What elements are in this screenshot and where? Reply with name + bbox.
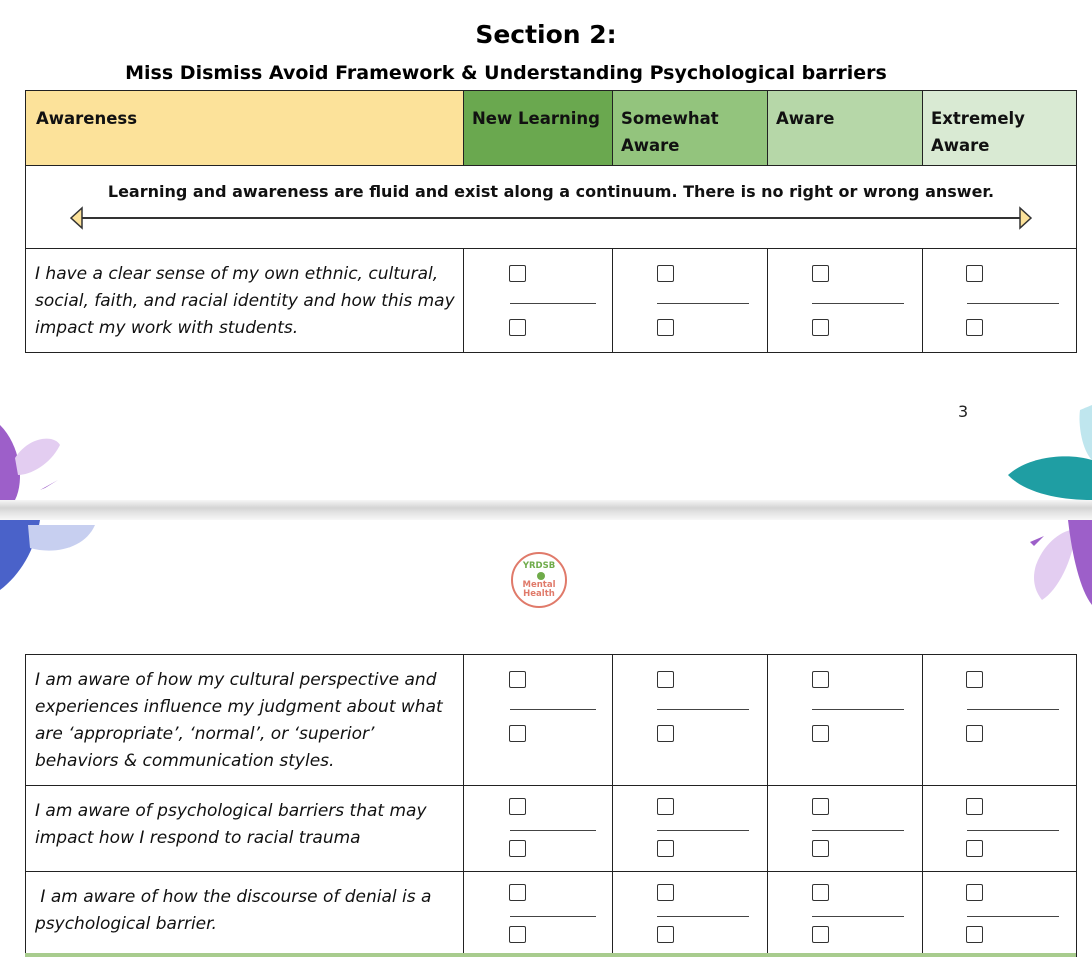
checkbox[interactable] [657, 265, 674, 282]
divider [967, 303, 1059, 304]
checkbox[interactable] [966, 926, 983, 943]
decorative-petal-icon [0, 420, 95, 500]
page-number: 3 [958, 402, 969, 421]
checkbox[interactable] [657, 671, 674, 688]
checkbox[interactable] [812, 725, 829, 742]
checkbox[interactable] [812, 671, 829, 688]
divider [967, 916, 1059, 917]
checkbox[interactable] [657, 840, 674, 857]
rating-cell-new-learning [464, 872, 613, 957]
rating-cell-extremely-aware [923, 249, 1077, 353]
rating-cell-extremely-aware [923, 872, 1077, 957]
divider [657, 916, 749, 917]
page-separator [0, 500, 1092, 520]
level-somewhat-aware: Somewhat Aware [613, 91, 768, 166]
level-aware: Aware [768, 91, 923, 166]
rating-cell-somewhat-aware [613, 655, 768, 786]
checkbox[interactable] [657, 798, 674, 815]
divider [510, 830, 596, 831]
continuum-text: Learning and awareness are fluid and exist along a continuum. There is no right or wrong answer. [107, 182, 995, 201]
checkbox[interactable] [657, 884, 674, 901]
checkbox[interactable] [509, 840, 526, 857]
checkbox[interactable] [966, 798, 983, 815]
logo-leaf-icon [537, 572, 545, 580]
divider [657, 830, 749, 831]
divider [657, 709, 749, 710]
rating-cell-somewhat-aware [613, 249, 768, 353]
checkbox[interactable] [509, 884, 526, 901]
divider [510, 303, 596, 304]
continuum-row [26, 166, 1077, 249]
statement-row [26, 249, 1077, 353]
divider [657, 303, 749, 304]
rating-cell-somewhat-aware [613, 872, 768, 957]
checkbox[interactable] [966, 840, 983, 857]
divider [967, 709, 1059, 710]
rating-cell-new-learning [464, 249, 613, 353]
checkbox[interactable] [812, 798, 829, 815]
divider [812, 709, 904, 710]
checkbox[interactable] [812, 319, 829, 336]
rating-cell-somewhat-aware [613, 786, 768, 872]
level-new-learning: New Learning [464, 91, 613, 166]
decorative-petal-icon [1028, 520, 1092, 610]
rating-cell-aware [768, 872, 923, 957]
statement-row [26, 872, 1077, 957]
statement-text: I am aware of psychological barriers that may impact how I respond to racial trauma [26, 786, 464, 872]
continuum-cell [26, 166, 1077, 249]
checkbox[interactable] [966, 884, 983, 901]
logo-line-1: Mental [522, 580, 556, 590]
checkbox[interactable] [509, 798, 526, 815]
statement-text: I am aware of how the discourse of denial is a psychological barrier. [26, 872, 464, 957]
checkbox[interactable] [657, 926, 674, 943]
rating-cell-new-learning [464, 786, 613, 872]
divider [812, 916, 904, 917]
logo-top-text: YRDSB [522, 561, 556, 571]
section-title: Section 2: [475, 20, 617, 49]
checkbox[interactable] [812, 265, 829, 282]
continuum-arrow-icon [70, 206, 1032, 230]
checkbox[interactable] [966, 671, 983, 688]
checkbox[interactable] [657, 725, 674, 742]
logo-line-2: Health [523, 589, 555, 599]
awareness-table-continued [25, 654, 1077, 957]
statement-row [26, 655, 1077, 786]
divider [510, 709, 596, 710]
checkbox[interactable] [812, 840, 829, 857]
rating-cell-extremely-aware [923, 786, 1077, 872]
statement-row [26, 786, 1077, 872]
checkbox[interactable] [657, 319, 674, 336]
checkbox[interactable] [509, 265, 526, 282]
checkbox[interactable] [509, 725, 526, 742]
rating-cell-aware [768, 786, 923, 872]
awareness-table [25, 90, 1077, 353]
yrdsb-mental-health-logo [511, 552, 567, 608]
header-row [26, 91, 1077, 166]
rating-cell-extremely-aware [923, 655, 1077, 786]
next-row-strip [25, 953, 1076, 957]
divider [510, 916, 596, 917]
awareness-header: Awareness [26, 91, 464, 166]
checkbox[interactable] [509, 671, 526, 688]
rating-cell-aware [768, 655, 923, 786]
divider [812, 830, 904, 831]
checkbox[interactable] [812, 884, 829, 901]
checkbox[interactable] [966, 725, 983, 742]
checkbox[interactable] [966, 265, 983, 282]
checkbox[interactable] [509, 926, 526, 943]
statement-text: I have a clear sense of my own ethnic, cultural, social, faith, and racial identity and how this may impact my work with students. [26, 249, 464, 353]
decorative-petal-icon [0, 520, 100, 595]
divider [812, 303, 904, 304]
decorative-petal-icon [1000, 405, 1092, 500]
checkbox[interactable] [812, 926, 829, 943]
rating-cell-new-learning [464, 655, 613, 786]
level-extremely-aware: Extremely Aware [923, 91, 1077, 166]
framework-subtitle: Miss Dismiss Avoid Framework & Understanding Psychological barriers [125, 62, 887, 84]
checkbox[interactable] [966, 319, 983, 336]
divider [967, 830, 1059, 831]
checkbox[interactable] [509, 319, 526, 336]
statement-text: I am aware of how my cultural perspective and experiences influence my judgment about what are ‘appropriate’, ‘normal’, or ‘superior’ behaviors & communication styles. [26, 655, 464, 786]
rating-cell-aware [768, 249, 923, 353]
